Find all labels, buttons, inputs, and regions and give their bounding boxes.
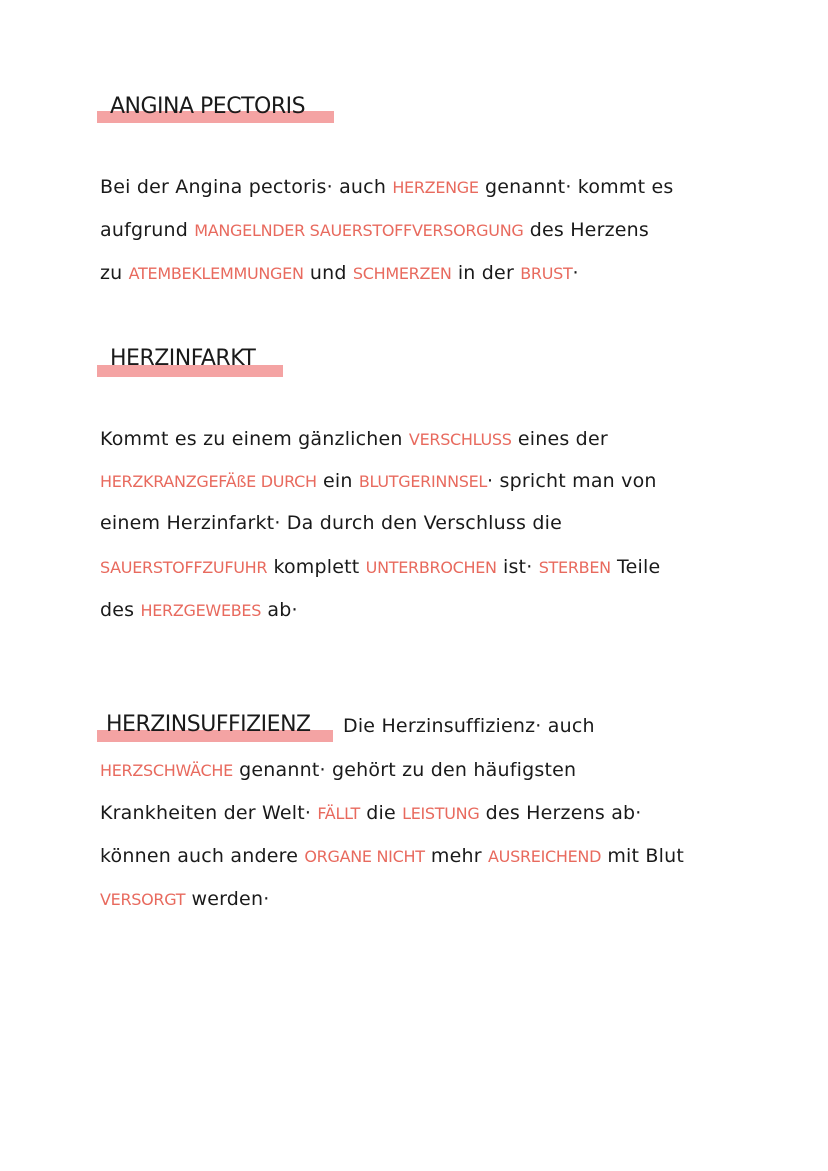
keyword-highlight: HERZENGE bbox=[392, 178, 479, 197]
section-title-angina-pectoris: ANGINA PECTORIS bbox=[110, 94, 306, 119]
text-line bbox=[100, 888, 269, 910]
text-segment: Krankheiten der Welt· bbox=[100, 802, 318, 824]
keyword-highlight: ATEMBEKLEMMUNGEN bbox=[128, 264, 304, 283]
text-line bbox=[100, 512, 562, 534]
text-line bbox=[100, 428, 608, 450]
text-line bbox=[100, 176, 673, 198]
keyword-highlight: LEISTUNG bbox=[402, 804, 480, 823]
text-line bbox=[100, 219, 649, 241]
text-segment: und bbox=[303, 262, 353, 284]
text-segment: genannt· gehört zu den häufigsten bbox=[232, 759, 577, 781]
text-segment: Bei der Angina pectoris· auch bbox=[100, 176, 393, 198]
text-line bbox=[100, 556, 660, 578]
text-segment: des Herzens ab· bbox=[479, 802, 642, 824]
text-segment: Kommt es zu einem gänzlichen bbox=[100, 428, 409, 450]
text-segment: in der bbox=[451, 262, 521, 284]
text-segment: des Herzens bbox=[523, 219, 649, 241]
text-segment: können auch andere bbox=[100, 845, 305, 867]
section-title-herzinsuffizienz: HERZINSUFFIZIENZ bbox=[106, 712, 311, 737]
keyword-highlight: BRUST bbox=[520, 264, 573, 283]
text-line bbox=[100, 599, 298, 621]
text-segment: werden· bbox=[185, 888, 270, 910]
text-segment: ab· bbox=[261, 599, 298, 621]
text-segment: ein bbox=[316, 470, 359, 492]
text-segment: Teile bbox=[610, 556, 661, 578]
keyword-highlight: STERBEN bbox=[538, 558, 611, 577]
keyword-highlight: AUSREICHEND bbox=[488, 847, 602, 866]
section-title-herzinfarkt: HERZINFARKT bbox=[110, 346, 256, 371]
text-line bbox=[100, 470, 657, 492]
text-segment: des bbox=[100, 599, 141, 621]
keyword-highlight: HERZGEWEBES bbox=[140, 601, 262, 620]
text-line bbox=[100, 802, 642, 824]
keyword-highlight: MANGELNDER SAUERSTOFFVERSORGUNG bbox=[194, 221, 524, 240]
text-segment: die bbox=[359, 802, 403, 824]
text-line bbox=[100, 262, 579, 284]
keyword-highlight: HERZSCHWÄCHE bbox=[100, 761, 233, 780]
text-segment: mehr bbox=[424, 845, 489, 867]
text-segment: genannt· kommt es bbox=[478, 176, 674, 198]
keyword-highlight: SAUERSTOFFZUFUHR bbox=[100, 558, 268, 577]
text-segment: · spricht man von bbox=[487, 470, 657, 492]
keyword-highlight: UNTERBROCHEN bbox=[365, 558, 497, 577]
text-segment: Die Herzinsuffizienz· auch bbox=[343, 715, 595, 737]
text-segment: eines der bbox=[511, 428, 608, 450]
text-line bbox=[100, 759, 576, 781]
text-line bbox=[343, 715, 595, 737]
keyword-highlight: VERSCHLUSS bbox=[408, 430, 512, 449]
keyword-highlight: SCHMERZEN bbox=[352, 264, 452, 283]
text-segment: komplett bbox=[267, 556, 366, 578]
text-segment: zu bbox=[100, 262, 129, 284]
keyword-highlight: BLUTGERINNSEL bbox=[358, 472, 488, 491]
text-segment: einem Herzinfarkt· Da durch den Verschluss die bbox=[100, 512, 562, 534]
text-segment: aufgrund bbox=[100, 219, 195, 241]
keyword-highlight: HERZKRANZGEFÄßE DURCH bbox=[100, 472, 317, 491]
text-segment: ist· bbox=[496, 556, 539, 578]
text-line bbox=[100, 845, 684, 867]
keyword-highlight: ORGANE NICHT bbox=[304, 847, 425, 866]
text-segment: · bbox=[572, 262, 579, 284]
keyword-highlight: FÄLLT bbox=[317, 804, 360, 823]
keyword-highlight: VERSORGT bbox=[100, 890, 186, 909]
text-segment: mit Blut bbox=[601, 845, 685, 867]
